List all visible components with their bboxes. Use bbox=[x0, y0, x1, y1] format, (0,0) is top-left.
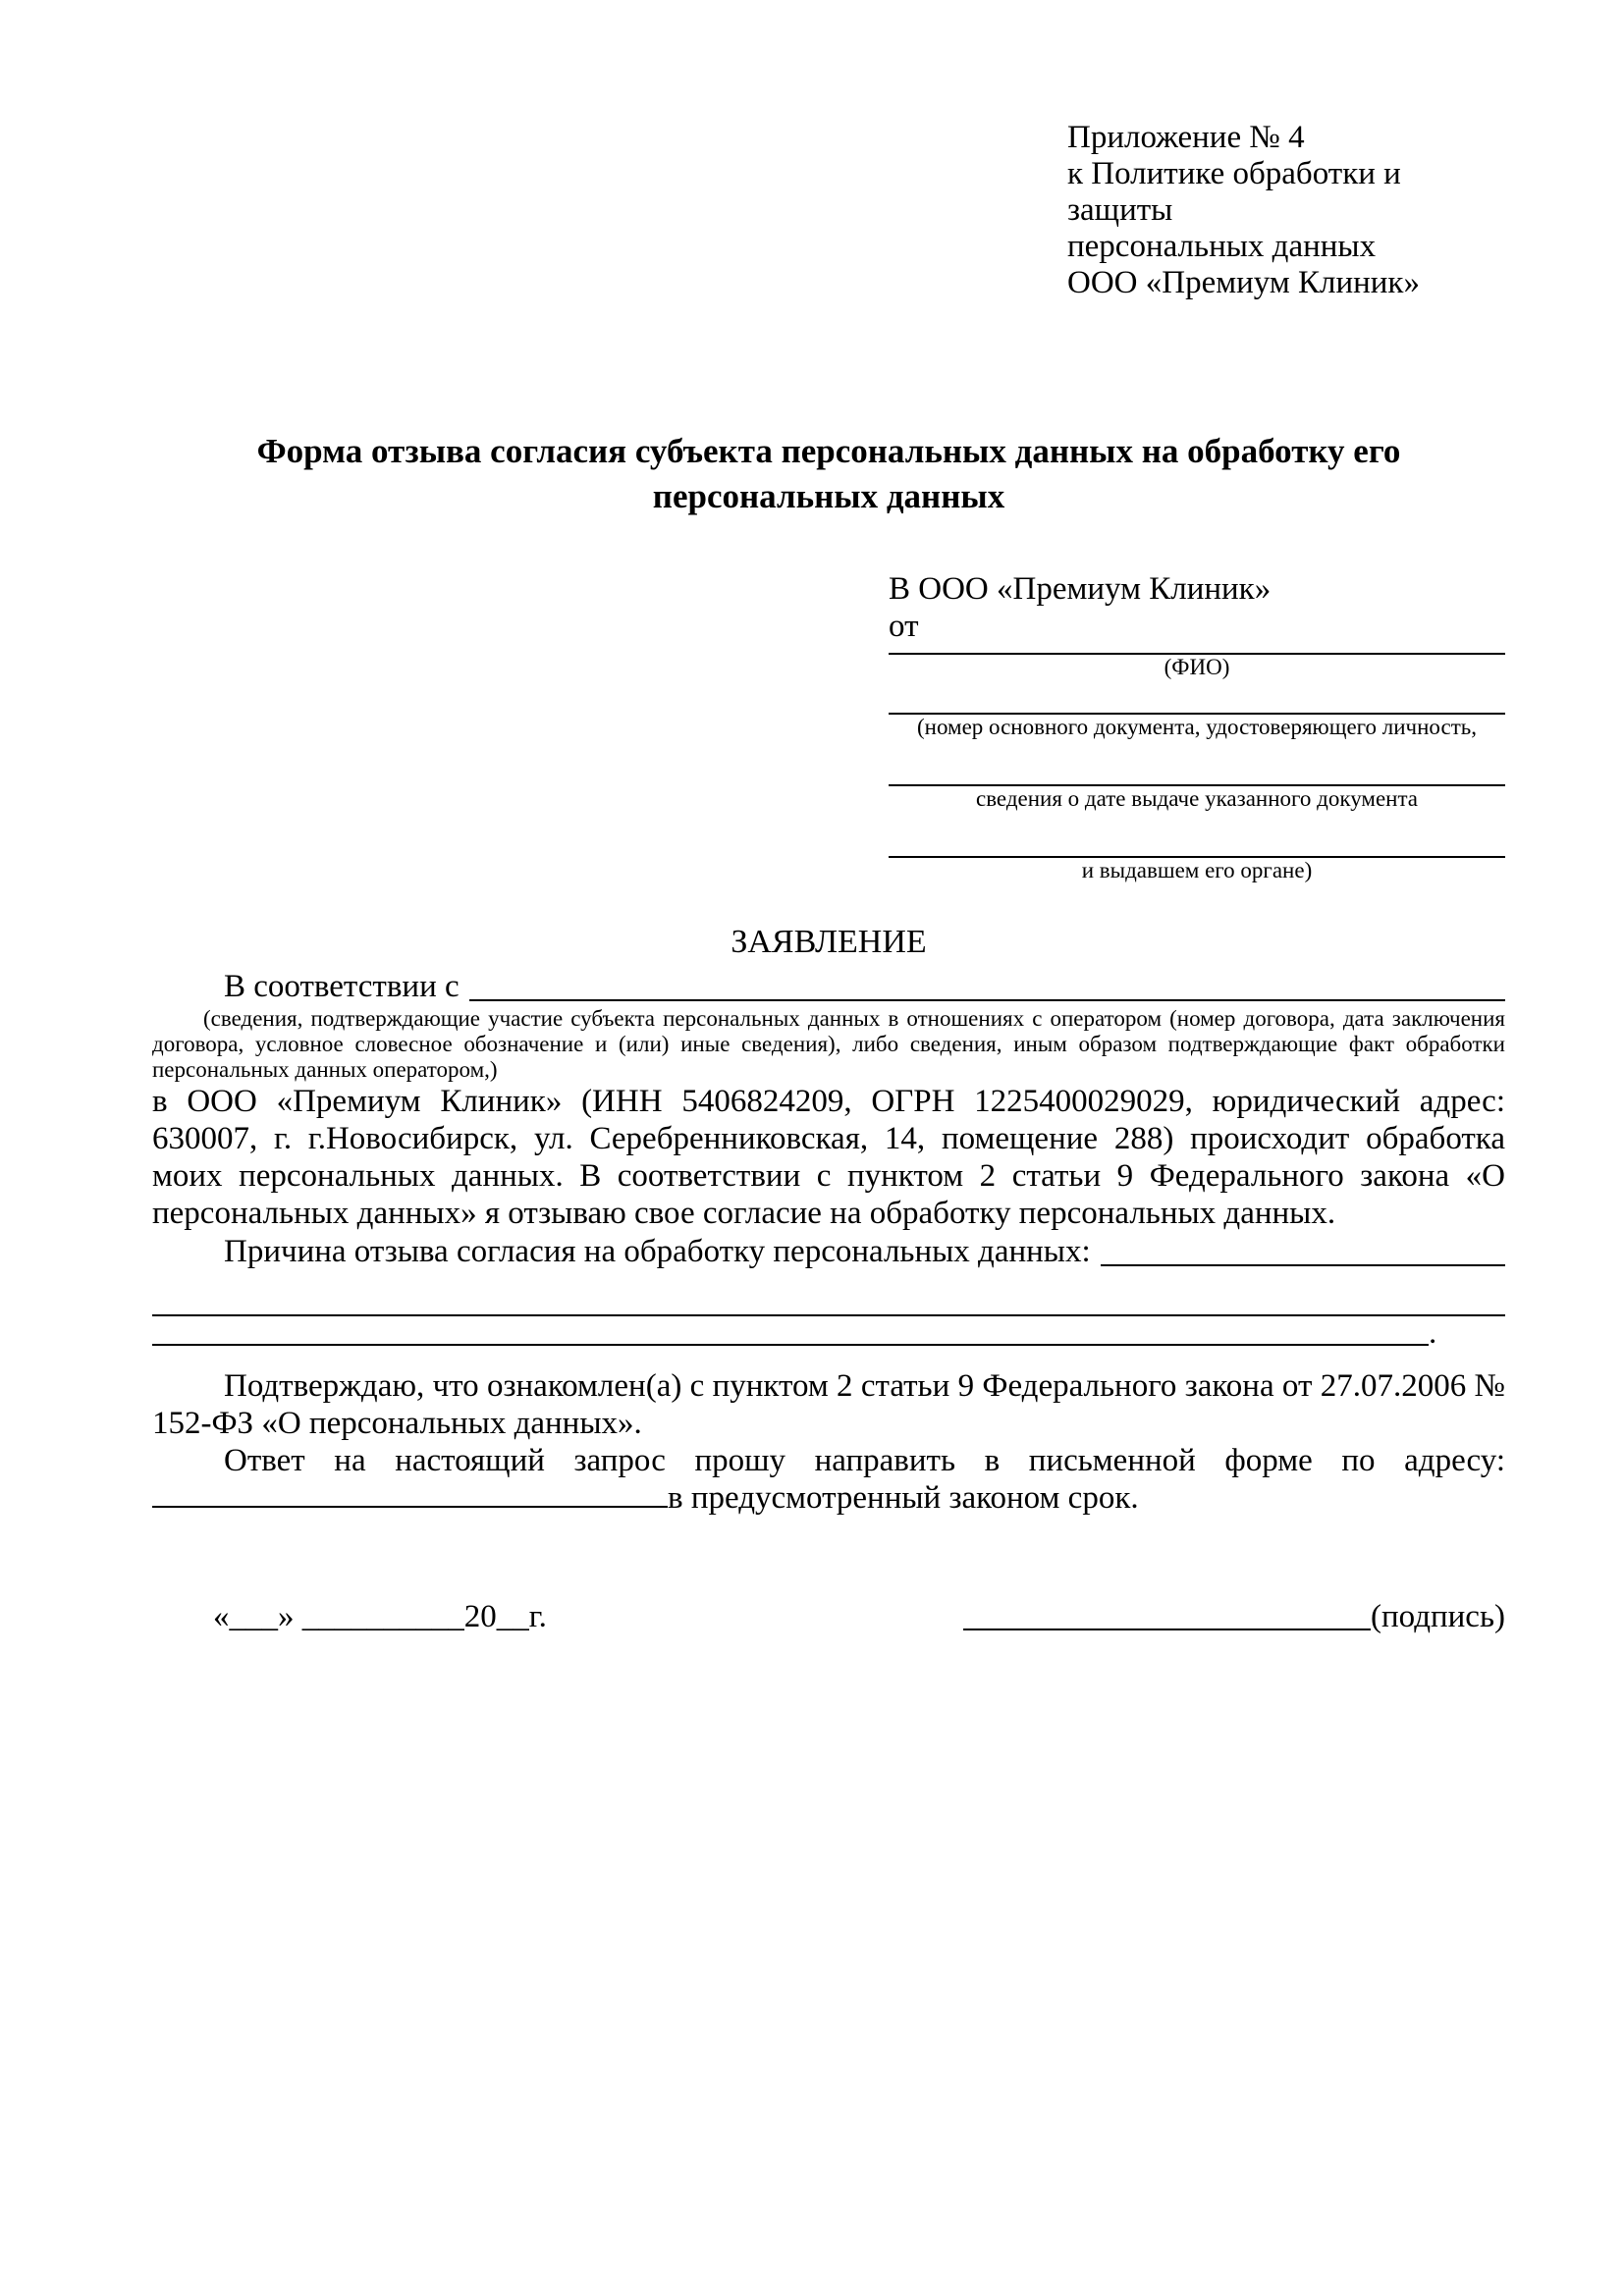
document-title: Форма отзыва согласия субъекта персональных данных на обработку его персональных данных bbox=[256, 432, 1401, 515]
basis-input-line[interactable] bbox=[469, 972, 1505, 1001]
footer-row bbox=[152, 1597, 1505, 1636]
reply-suffix: в предусмотренный законом срок. bbox=[668, 1480, 1139, 1516]
reply-prefix: Ответ на настоящий запрос прошу направить в письменной форме по адресу: bbox=[224, 1443, 1505, 1478]
reply-paragraph bbox=[152, 1442, 1505, 1517]
reason-prefix: Причина отзыва согласия на обработку персональных данных: bbox=[224, 1234, 1091, 1269]
reason-line-end bbox=[152, 1316, 1505, 1350]
confirm-paragraph: Подтверждаю, что ознакомлен(а) с пунктом 2 статьи 9 Федерального закона от 27.07.2006 № 152-ФЗ «О персональных данных». bbox=[152, 1368, 1505, 1441]
document-issue-date-caption: сведения о дате выдаче указанного документа bbox=[975, 786, 1419, 811]
reason-input-line-1[interactable] bbox=[1101, 1237, 1505, 1266]
document-issuer-input-line[interactable] bbox=[889, 811, 1505, 858]
basis-footnote: (сведения, подтверждающие участие субъекта персональных данных в отношениях с оператором (номер договора, дата заключения договора, условное словесное обозначение и (или) иные сведения), либо сведения, иным образом подтверждающие факт обработки персональных данных оператором,) bbox=[152, 1006, 1505, 1082]
document-number-input-line[interactable] bbox=[889, 679, 1505, 715]
appendix-block bbox=[1067, 120, 1505, 301]
basis-line bbox=[152, 967, 1505, 1006]
document-issue-date-input-line[interactable] bbox=[889, 739, 1505, 786]
basis-prefix: В соответствии с bbox=[224, 969, 460, 1004]
appendix-line-3: персональных данных bbox=[1067, 229, 1377, 264]
signature-input-line[interactable] bbox=[963, 1601, 1371, 1630]
signature-caption: (подпись) bbox=[1371, 1599, 1505, 1634]
addressee-from-label: от bbox=[889, 609, 919, 644]
reason-line bbox=[152, 1232, 1505, 1271]
appendix-line-4: ООО «Премиум Клиник» bbox=[1067, 265, 1420, 300]
address-input-line[interactable] bbox=[152, 1506, 668, 1508]
signature-group bbox=[963, 1597, 1505, 1636]
addressee-block bbox=[889, 570, 1505, 882]
document-number-caption: (номер основного документа, удостоверяющего личность, bbox=[916, 715, 1477, 739]
addressee-organization: В ООО «Премиум Клиник» bbox=[889, 571, 1272, 607]
main-paragraph: в ООО «Премиум Клиник» (ИНН 5406824209, ОГРН 1225400029029, юридический адрес: 630007, г. г.Новосибирск, ул. Серебренниковская, 14, помещение 288) происходит обработка моих персональных данных. В соответствии с пунктом 2 статьи 9 Федерального закона «О персональных данных» я отзываю свое согласие на обработку персональных данных. bbox=[152, 1084, 1505, 1231]
reason-period: . bbox=[1429, 1315, 1437, 1351]
reason-input-line-2[interactable] bbox=[152, 1271, 1505, 1316]
appendix-line-1: Приложение № 4 bbox=[1067, 120, 1305, 155]
statement-heading: ЗАЯВЛЕНИЕ bbox=[731, 924, 927, 960]
fio-input-line[interactable] bbox=[889, 645, 1505, 655]
appendix-line-2: к Политике обработки и защиты bbox=[1067, 156, 1401, 228]
reason-input-line-3[interactable] bbox=[152, 1316, 1429, 1346]
date-line[interactable]: «___» __________20__г. bbox=[213, 1599, 547, 1634]
document-issuer-caption: и выдавшем его органе) bbox=[1081, 858, 1313, 882]
fio-caption: (ФИО) bbox=[1164, 655, 1230, 679]
